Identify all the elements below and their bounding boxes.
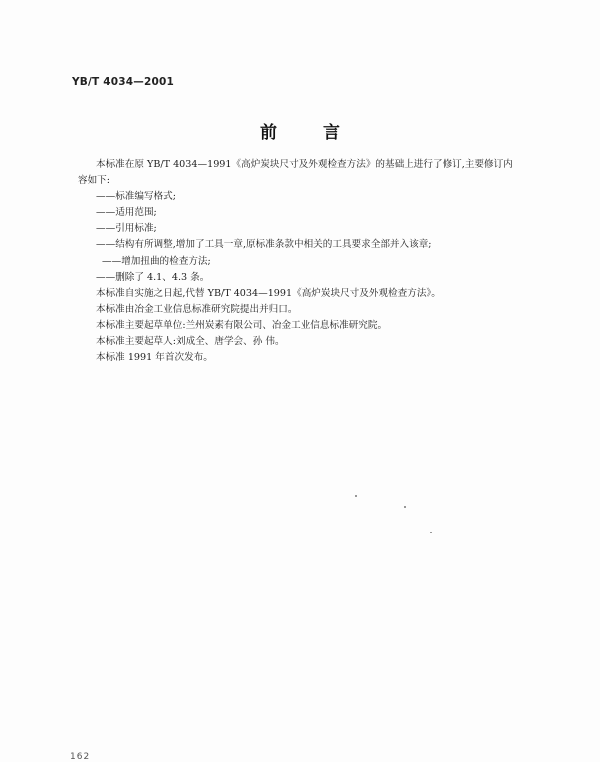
paragraph-drafters: 本标准主要起草人:刘成全、唐学会、孙 伟。 xyxy=(96,336,285,348)
section-title: 前言 xyxy=(260,123,386,143)
scan-speck xyxy=(430,532,432,533)
standard-number: YB/T 4034—2001 xyxy=(72,76,175,88)
paragraph-drafting-units: 本标准主要起草单位:兰州炭素有限公司、冶金工业信息标准研究院。 xyxy=(96,319,388,331)
revision-item-format: ——标准编写格式; xyxy=(96,191,176,203)
paragraph-proposer: 本标准由冶金工业信息标准研究院提出并归口。 xyxy=(96,303,298,315)
paragraph-intro-line-2: 容如下: xyxy=(78,175,111,187)
revision-item-scope: ——适用范围; xyxy=(96,207,157,219)
scan-speck xyxy=(355,495,357,497)
foreword-body xyxy=(78,157,548,366)
paragraph-first-issue: 本标准 1991 年首次发布。 xyxy=(96,352,213,364)
page-number: 162 xyxy=(70,752,91,762)
revision-item-twist-method: ——增加扭曲的检查方法; xyxy=(102,255,211,267)
revision-item-structure: ——结构有所调整,增加了工具一章,原标准条款中相关的工具要求全部并入该章; xyxy=(96,239,432,251)
scan-speck xyxy=(404,506,406,508)
revision-item-deleted-clauses: ——删除了 4.1、4.3 条。 xyxy=(96,271,210,283)
paragraph-replacement: 本标准自实施之日起,代替 YB/T 4034—1991《高炉炭块尺寸及外观检查方法》。 xyxy=(96,287,441,299)
paragraph-intro-line-1: 本标准在原 YB/T 4034—1991《高炉炭块尺寸及外观检查方法》的基础上进行了修订,主要修订内 xyxy=(96,159,513,170)
revision-item-references: ——引用标准; xyxy=(96,223,157,235)
